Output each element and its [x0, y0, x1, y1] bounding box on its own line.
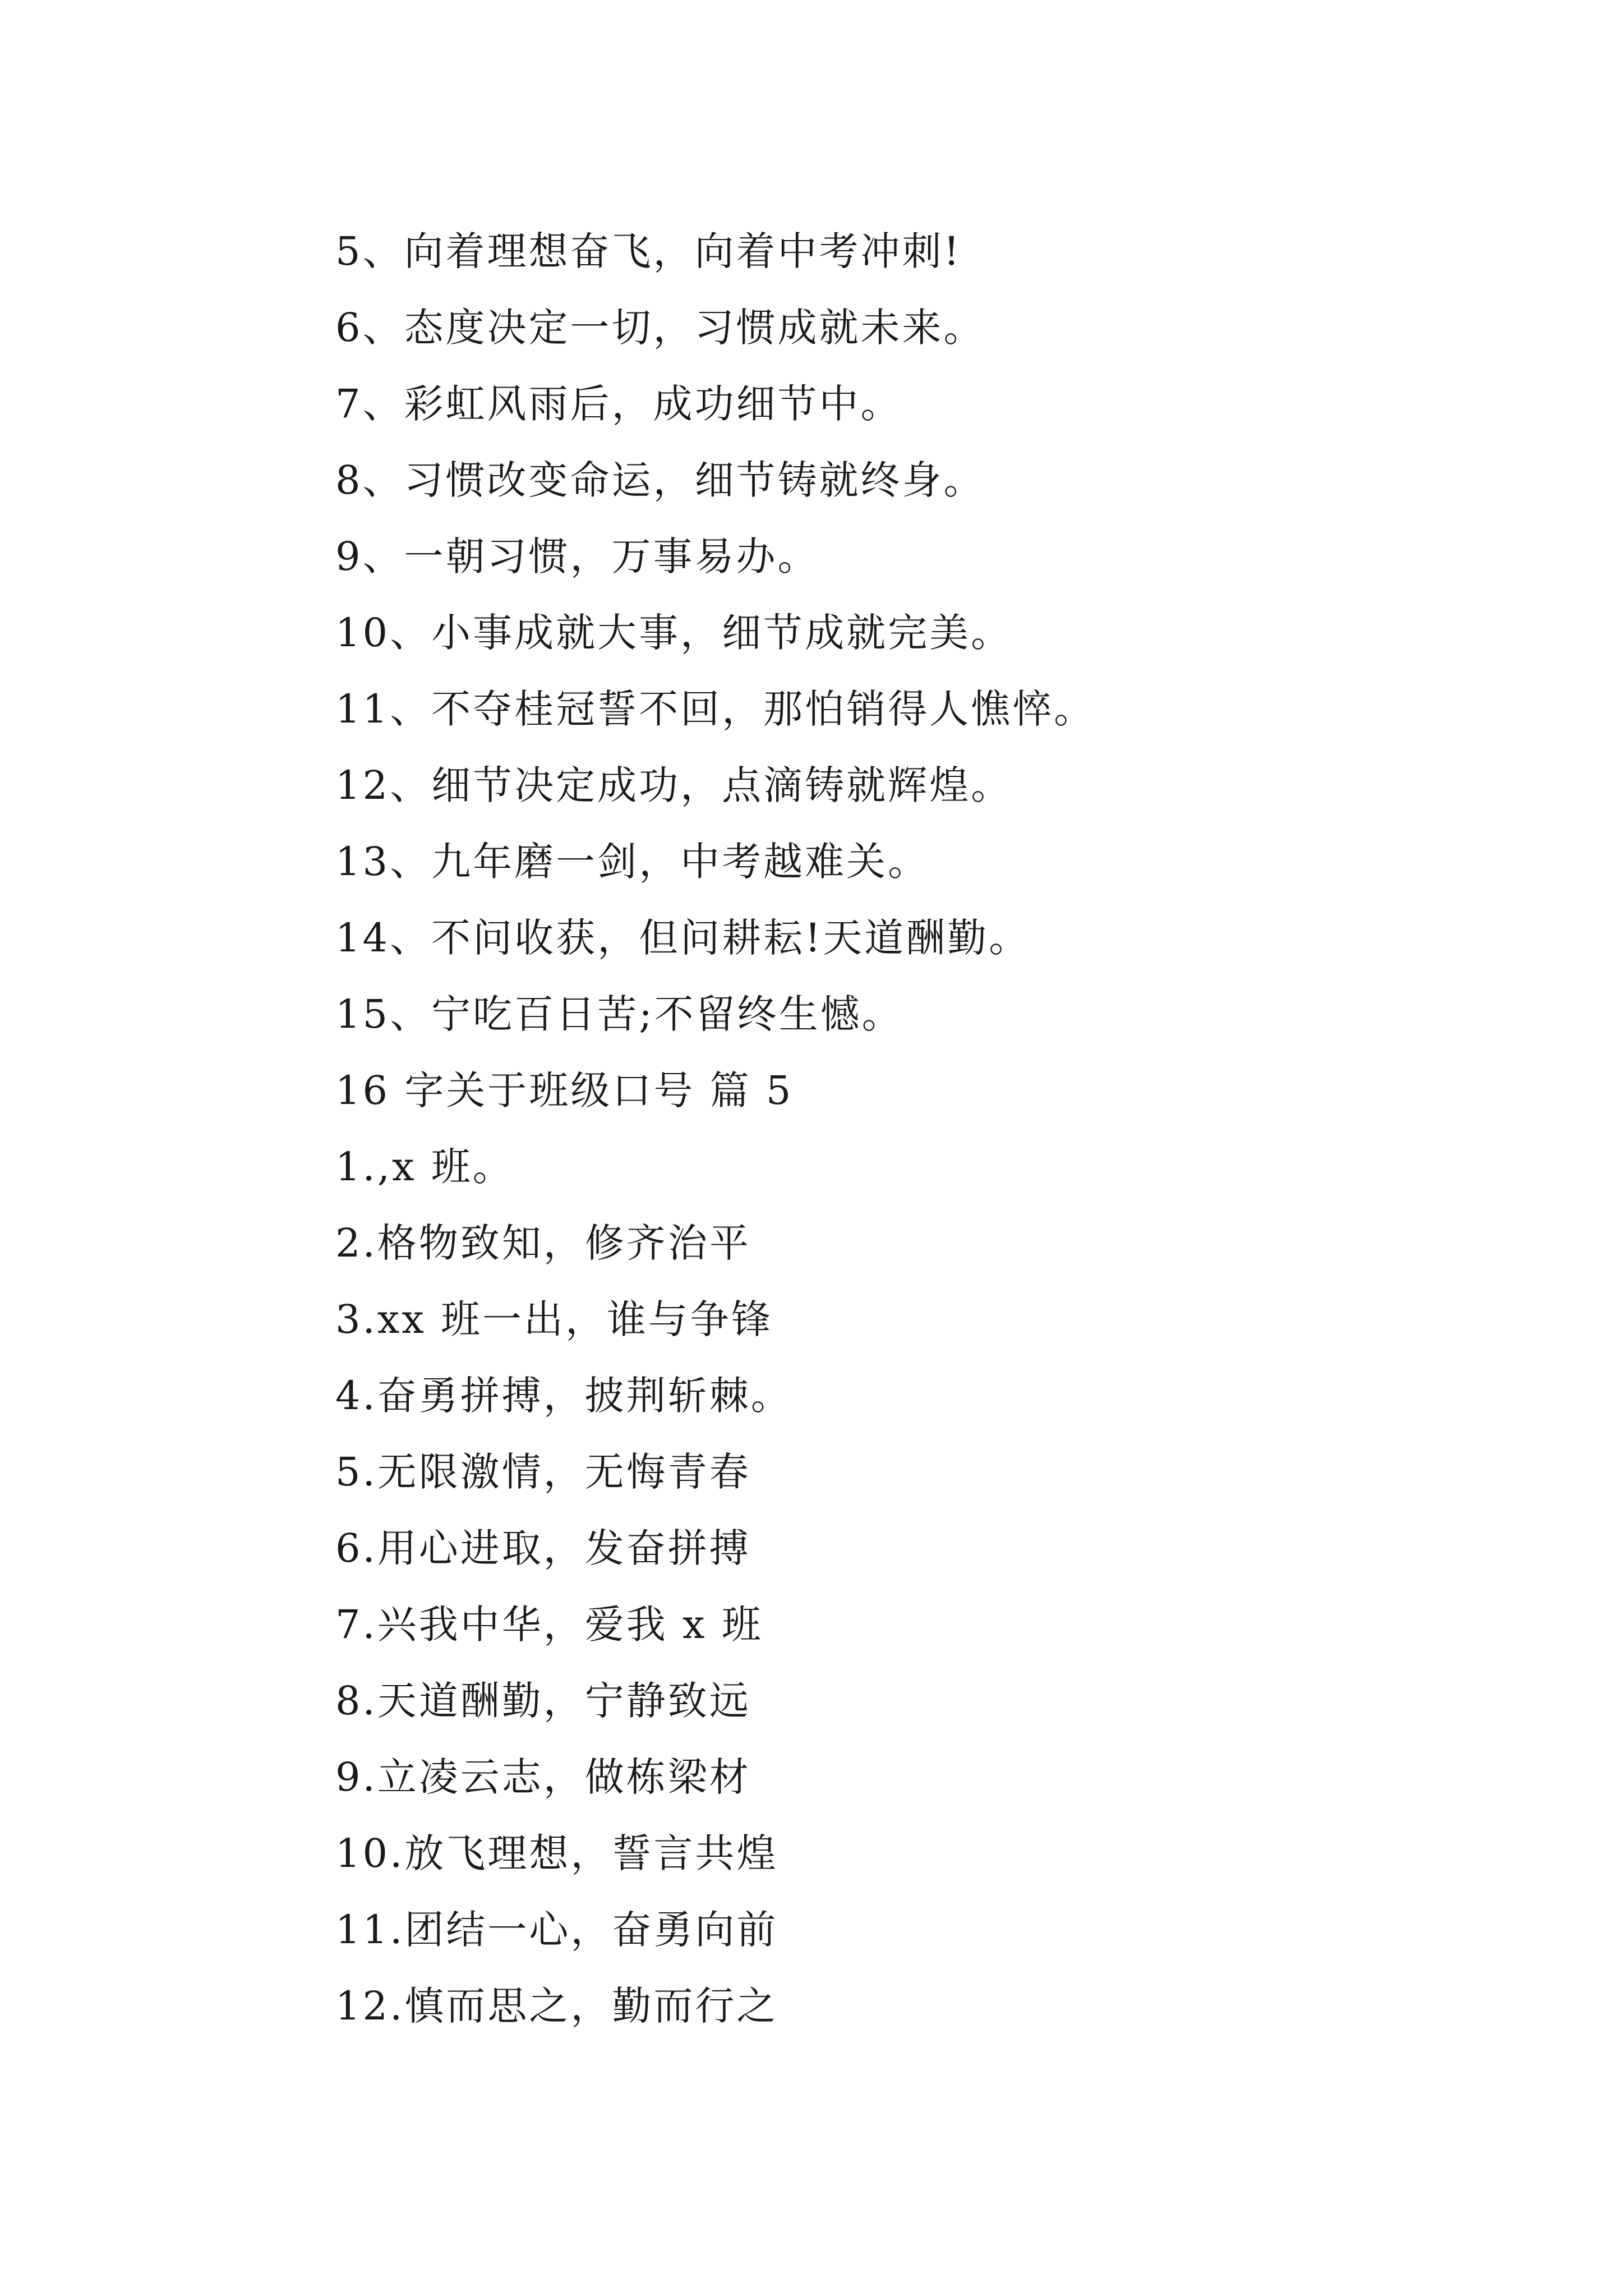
text-line: 9.立凌云志，做栋梁材 — [335, 1754, 751, 1800]
document-body — [335, 213, 1513, 2044]
text-line: 13、九年磨一剑，中考越难关。 — [335, 839, 930, 885]
section-heading: 16 字关于班级口号 篇 5 — [335, 1068, 794, 1114]
text-line: 11、不夺桂冠誓不回，那怕销得人憔悴。 — [335, 686, 1096, 732]
text-line: 8.天道酬勤，宁静致远 — [335, 1678, 751, 1724]
text-line: 7.兴我中华，爱我 x 班 — [335, 1602, 763, 1648]
text-line: 5.无限激情，无悔青春 — [335, 1449, 751, 1495]
text-line: 1.,x 班。 — [335, 1144, 514, 1190]
text-line: 7、彩虹风雨后，成功细节中。 — [335, 381, 902, 427]
text-line: 12、细节决定成功，点滴铸就辉煌。 — [335, 762, 1013, 808]
text-line: 11.团结一心，奋勇向前 — [335, 1907, 778, 1953]
text-line: 5、向着理想奋飞，向着中考冲刺! — [335, 228, 962, 274]
text-line: 4.奋勇拼搏，披荆斩棘。 — [335, 1373, 792, 1419]
text-line: 2.格物致知，修齐治平 — [335, 1220, 751, 1266]
text-line: 8、习惯改变命运，细节铸就终身。 — [335, 457, 985, 503]
text-line: 14、不问收获，但问耕耘!天道酬勤。 — [335, 915, 1031, 961]
text-line: 10.放飞理想，誓言共煌 — [335, 1830, 778, 1876]
text-line: 6、态度决定一切，习惯成就未来。 — [335, 305, 985, 351]
text-line: 9、一朝习惯，万事易办。 — [335, 533, 819, 579]
text-line: 6.用心进取，发奋拼搏 — [335, 1525, 751, 1571]
text-line: 12.慎而思之，勤而行之 — [335, 1983, 778, 2029]
text-line: 3.xx 班一出，谁与争锋 — [335, 1296, 773, 1342]
text-line: 10、小事成就大事，细节成就完美。 — [335, 610, 1013, 656]
text-line: 15、宁吃百日苦;不留终生憾。 — [335, 991, 903, 1037]
